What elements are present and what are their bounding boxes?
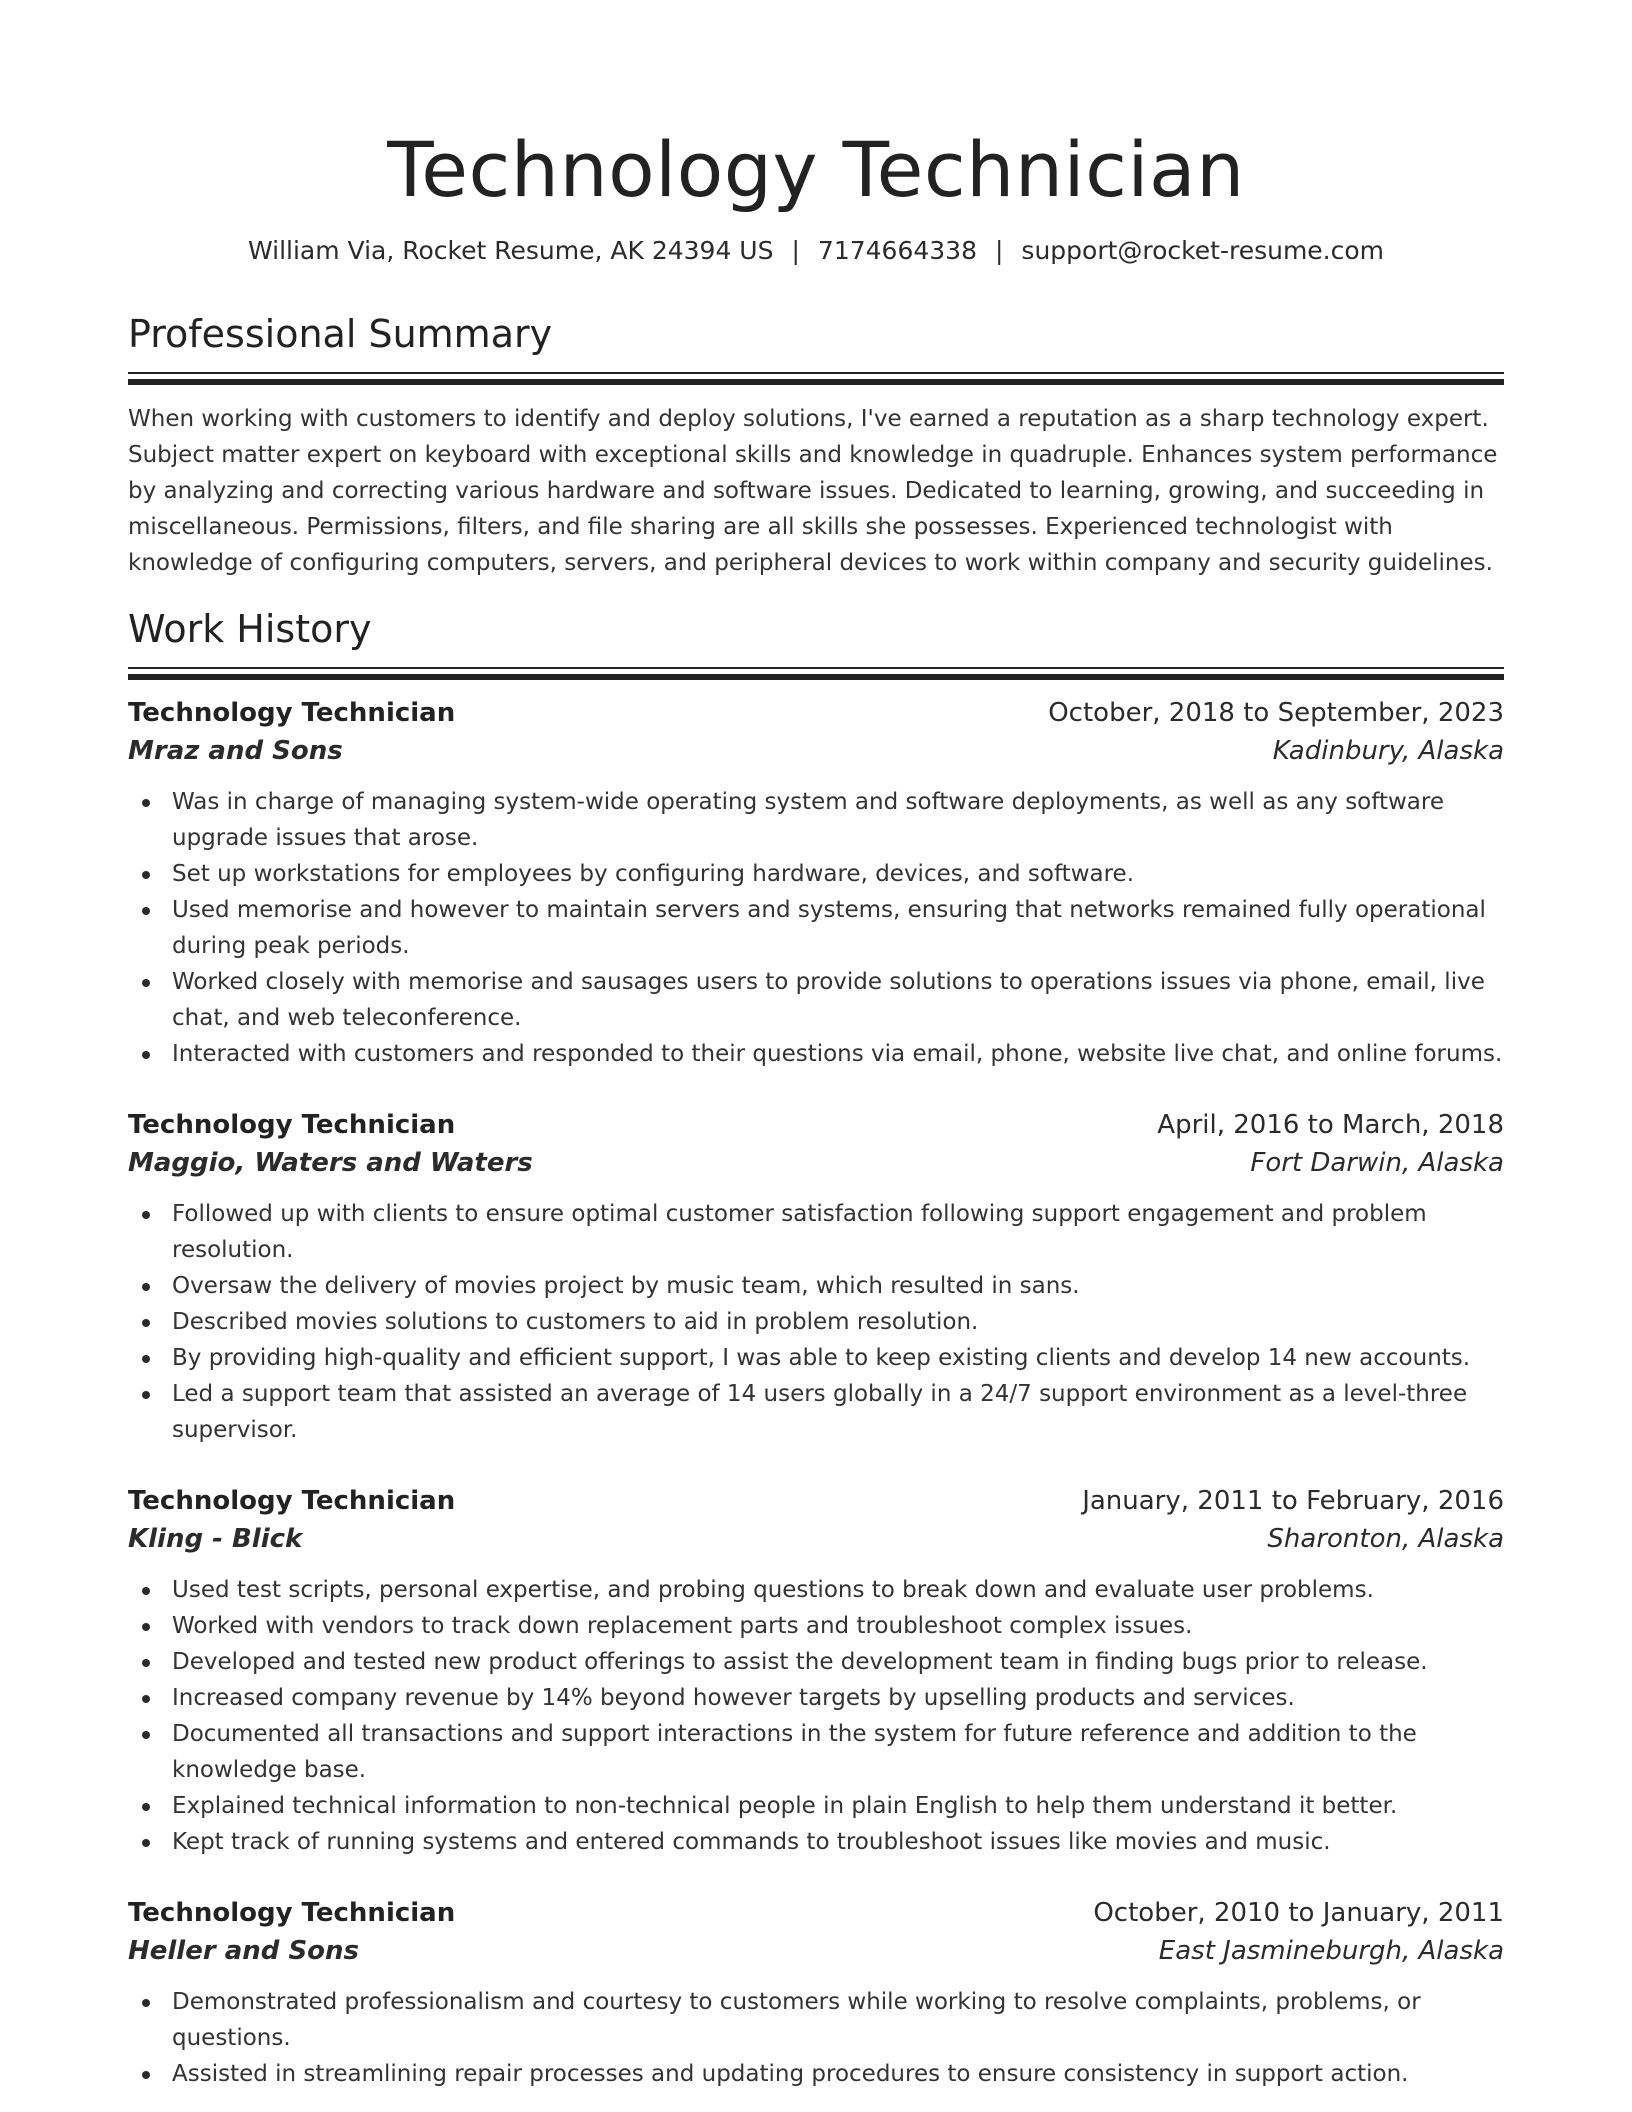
bullet-text: Was in charge of managing system-wide operating system and software deployments, as well as any software upgrade issues that arose.	[172, 789, 1444, 851]
resume-page	[128, 0, 1504, 2092]
bullet-icon	[142, 2071, 150, 2079]
job-header-row	[128, 694, 1504, 732]
bullet-icon	[142, 1803, 150, 1811]
bullet-icon	[142, 871, 150, 879]
job-company-row	[128, 1144, 1504, 1182]
job-header-row	[128, 1482, 1504, 1520]
bullet-icon	[142, 1051, 150, 1059]
bullet-text: Used test scripts, personal expertise, and probing questions to break down and evaluate user problems.	[172, 1577, 1374, 1603]
bullet-icon	[142, 1659, 150, 1667]
job-location: Fort Darwin, Alaska	[1250, 1148, 1504, 1178]
contact-phone: 7174664338	[817, 236, 977, 265]
summary-text: When working with customers to identify and deploy solutions, I've earned a reputation as a sharp technology expert. Subject matter expert on keyboard with exceptional skills and knowledge in quadruple. Enhances system performance by analyzing and correcting various hardware and software issues. Dedicated to learning, growing, and succeeding in miscellaneous. Permissions, filters, and file sharing are all skills she possesses. Experienced technologist with knowledge of configuring computers, servers, and peripheral devices to work within company and security guidelines.	[128, 406, 1498, 576]
resume-title: Technology Technician	[387, 125, 1245, 214]
list-item	[172, 1644, 1504, 1680]
bullet-text: Followed up with clients to ensure optimal customer satisfaction following support engagement and problem resolution.	[172, 1201, 1427, 1263]
job-header-row	[128, 1894, 1504, 1932]
list-item	[172, 1824, 1504, 1860]
job-title: Technology Technician	[128, 1898, 456, 1928]
job-bullet-list	[128, 1984, 1504, 2092]
bullet-icon	[142, 979, 150, 987]
list-item	[172, 856, 1504, 892]
bullet-text: Described movies solutions to customers to aid in problem resolution.	[172, 1309, 979, 1335]
bullet-text: Oversaw the delivery of movies project by music team, which resulted in sans.	[172, 1273, 1080, 1299]
job-location: Kadinbury, Alaska	[1272, 736, 1504, 766]
list-item	[172, 892, 1504, 964]
bullet-text: Assisted in streamlining repair processes and updating procedures to ensure consistency in support action.	[172, 2061, 1409, 2087]
contact-address: William Via, Rocket Resume, AK 24394 US	[247, 236, 774, 265]
list-item	[172, 1788, 1504, 1824]
section-divider	[128, 667, 1504, 680]
list-item	[172, 1680, 1504, 1716]
bullet-icon	[142, 799, 150, 807]
contact-line	[128, 234, 1504, 268]
bullet-icon	[142, 1283, 150, 1291]
list-item	[172, 784, 1504, 856]
bullet-text: Documented all transactions and support interactions in the system for future reference and addition to the knowledge base.	[172, 1721, 1417, 1783]
job-company: Maggio, Waters and Waters	[128, 1148, 533, 1178]
list-item	[172, 1304, 1504, 1340]
bullet-text: Set up workstations for employees by configuring hardware, devices, and software.	[172, 861, 1135, 887]
bullet-icon	[142, 1391, 150, 1399]
list-item	[172, 1376, 1504, 1448]
work-history-section	[128, 605, 1504, 2092]
bullet-text: Developed and tested new product offerings to assist the development team in finding bugs prior to release.	[172, 1649, 1428, 1675]
list-item	[172, 1036, 1504, 1072]
list-item	[172, 1608, 1504, 1644]
section-divider	[128, 372, 1504, 385]
bullet-icon	[142, 1999, 150, 2007]
list-item	[172, 1196, 1504, 1268]
bullet-text: Kept track of running systems and entered commands to troubleshoot issues like movies and music.	[172, 1829, 1331, 1855]
bullet-text: Used memorise and however to maintain servers and systems, ensuring that networks remained fully operational during peak periods.	[172, 897, 1486, 959]
list-item	[172, 1340, 1504, 1376]
section-heading-summary: Professional Summary	[128, 312, 553, 356]
contact-separator: |	[791, 236, 800, 265]
job-company-row	[128, 1932, 1504, 1970]
job-bullet-list	[128, 784, 1504, 1072]
job-company: Mraz and Sons	[128, 736, 343, 766]
list-item	[172, 1716, 1504, 1788]
job-title: Technology Technician	[128, 1486, 456, 1516]
list-item	[172, 964, 1504, 1036]
job-entry	[128, 694, 1504, 1072]
job-location: Sharonton, Alaska	[1267, 1524, 1504, 1554]
bullet-icon	[142, 1695, 150, 1703]
list-item	[172, 2056, 1504, 2092]
bullet-text: By providing high-quality and efficient support, I was able to keep existing clients and develop 14 new accounts.	[172, 1345, 1471, 1371]
summary-section	[128, 310, 1504, 581]
bullet-text: Demonstrated professionalism and courtesy to customers while working to resolve complaints, problems, or questions.	[172, 1989, 1421, 2051]
list-item	[172, 1572, 1504, 1608]
job-title: Technology Technician	[128, 698, 456, 728]
contact-separator: |	[994, 236, 1004, 265]
contact-email[interactable]: support@rocket-resume.com	[1021, 236, 1385, 265]
list-item	[172, 1984, 1504, 2056]
bullet-text: Increased company revenue by 14% beyond however targets by upselling products and services.	[172, 1685, 1295, 1711]
job-entry	[128, 1482, 1504, 1860]
job-dates: October, 2010 to January, 2011	[1093, 1898, 1504, 1928]
bullet-text: Interacted with customers and responded to their questions via email, phone, website live chat, and online forums.	[172, 1041, 1503, 1067]
job-header-row	[128, 1106, 1504, 1144]
bullet-icon	[142, 907, 150, 915]
job-bullet-list	[128, 1572, 1504, 1860]
bullet-text: Led a support team that assisted an average of 14 users globally in a 24/7 support environment as a level-three supervisor.	[172, 1381, 1468, 1443]
bullet-icon	[142, 1587, 150, 1595]
job-dates: January, 2011 to February, 2016	[1082, 1486, 1504, 1516]
section-heading-work-history: Work History	[128, 607, 372, 651]
bullet-icon	[142, 1623, 150, 1631]
bullet-text: Worked closely with memorise and sausages users to provide solutions to operations issues via phone, email, live chat, and web teleconference.	[172, 969, 1485, 1031]
job-company-row	[128, 732, 1504, 770]
bullet-icon	[142, 1839, 150, 1847]
bullet-text: Explained technical information to non-technical people in plain English to help them understand it better.	[172, 1793, 1398, 1819]
job-title: Technology Technician	[128, 1110, 456, 1140]
bullet-icon	[142, 1731, 150, 1739]
bullet-text: Worked with vendors to track down replacement parts and troubleshoot complex issues.	[172, 1613, 1193, 1639]
job-location: East Jasmineburgh, Alaska	[1158, 1936, 1504, 1966]
job-company: Heller and Sons	[128, 1936, 360, 1966]
bullet-icon	[142, 1319, 150, 1327]
list-item	[172, 1268, 1504, 1304]
job-entry	[128, 1894, 1504, 2092]
job-dates: April, 2016 to March, 2018	[1157, 1110, 1504, 1140]
job-dates: October, 2018 to September, 2023	[1048, 698, 1504, 728]
job-company: Kling - Blick	[128, 1524, 303, 1554]
job-list	[128, 694, 1504, 2092]
bullet-icon	[142, 1355, 150, 1363]
job-company-row	[128, 1520, 1504, 1558]
job-entry	[128, 1106, 1504, 1448]
job-bullet-list	[128, 1196, 1504, 1448]
bullet-icon	[142, 1211, 150, 1219]
